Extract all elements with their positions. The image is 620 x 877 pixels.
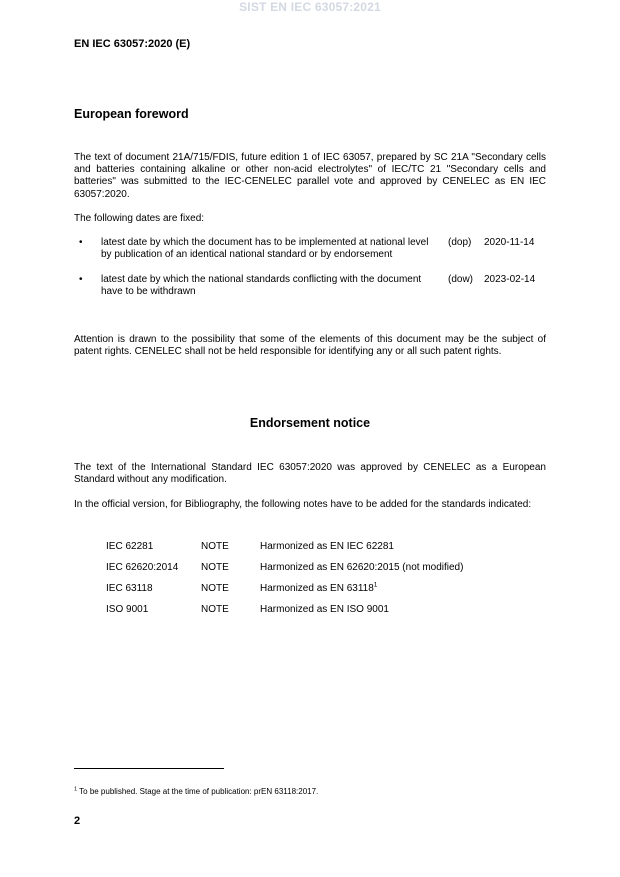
note-text-content: Harmonized as EN ISO 9001 <box>260 604 389 615</box>
note-standard: IEC 62281 <box>106 541 154 552</box>
date-value: 2023-02-14 <box>484 274 536 285</box>
bullet-icon: • <box>79 274 83 285</box>
note-label: NOTE <box>201 604 229 615</box>
page-number: 2 <box>74 815 81 827</box>
date-description: latest date by which the national standards conflicting with the document have to be withdrawn <box>101 274 422 298</box>
date-abbreviation: (dow) <box>448 274 474 285</box>
note-text <box>260 583 377 595</box>
endorsement-paragraph-approval: The text of the International Standard IEC 63057:2020 was approved by CENELEC as a European Standard without any modification. <box>74 462 546 486</box>
note-label: NOTE <box>201 562 229 573</box>
date-abbreviation: (dop) <box>448 237 472 248</box>
date-description: latest date by which the document has to be implemented at national level by publication of an identical national standard or by endorsement <box>101 237 429 261</box>
footnote-mark: 1 <box>74 786 78 793</box>
document-reference: EN IEC 63057:2020 (E) <box>74 38 191 50</box>
endorsement-paragraph-bibliography: In the official version, for Bibliography, the following notes have to be added for the standards indicated: <box>74 499 532 510</box>
foreword-paragraph-dates-intro: The following dates are fixed: <box>74 213 205 224</box>
watermark: SIST EN IEC 63057:2021 <box>239 0 381 14</box>
footnote <box>74 787 318 797</box>
endorsement-notice-heading: Endorsement notice <box>249 416 371 430</box>
note-text-content: Harmonized as EN IEC 62281 <box>260 541 394 552</box>
note-text <box>260 604 389 616</box>
note-label: NOTE <box>201 541 229 552</box>
note-text <box>260 562 463 574</box>
footnote-reference: 1 <box>373 581 378 589</box>
foreword-paragraph-patent-rights: Attention is drawn to the possibility that some of the elements of this document may be the subject of patent rights. CENELEC shall not be held responsible for identifying any or all such patent rights. <box>74 334 546 358</box>
note-standard: ISO 9001 <box>106 604 149 615</box>
note-text <box>260 541 394 553</box>
date-value: 2020-11-14 <box>484 237 535 248</box>
foreword-paragraph-document-text: The text of document 21A/715/FDIS, future edition 1 of IEC 63057, prepared by SC 21A "Secondary cells and batteries containing alkaline or other non-acid electrolytes" of IEC/TC 21 "Secondary cells and batteries" was submitted to the IEC-CENELEC parallel vote and approved by CENELEC as EN IEC 63057:2020. <box>74 152 546 200</box>
note-text-content: Harmonized as EN 63118 <box>260 583 374 594</box>
note-standard: IEC 62620:2014 <box>106 562 179 573</box>
bullet-icon: • <box>79 237 83 248</box>
note-standard: IEC 63118 <box>106 583 153 594</box>
european-foreword-heading: European foreword <box>74 107 189 121</box>
footnote-text: To be published. Stage at the time of publication: prEN 63118:2017. <box>79 787 319 796</box>
note-label: NOTE <box>201 583 229 594</box>
note-text-content: Harmonized as EN 62620:2015 (not modified) <box>260 562 464 573</box>
footnote-separator <box>74 768 224 769</box>
